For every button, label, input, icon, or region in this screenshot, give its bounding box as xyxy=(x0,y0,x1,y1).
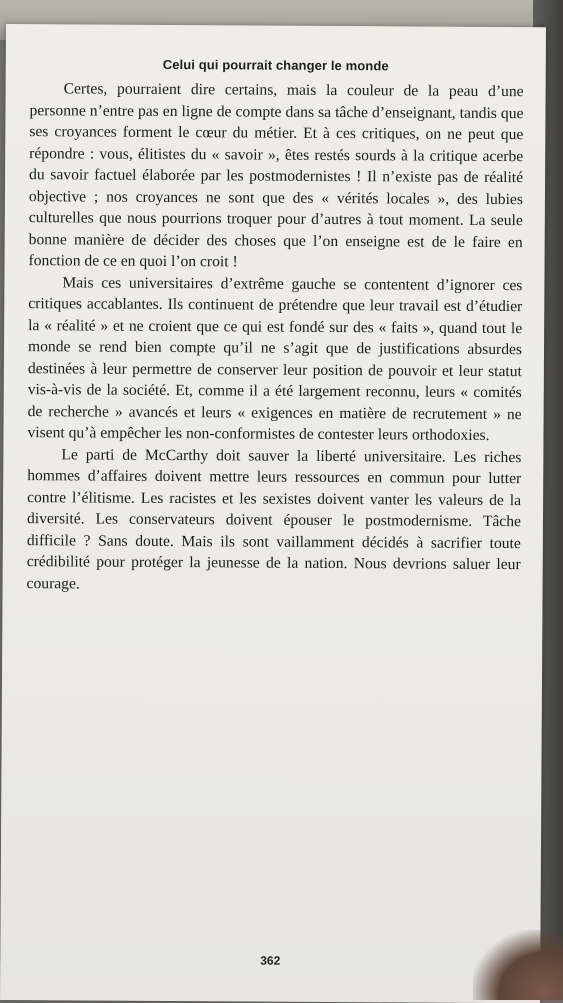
body-text xyxy=(27,78,524,597)
thumb xyxy=(473,930,563,1000)
paragraph: Mais ces universitaires d’extrême gauche se contentent d’ignorer ces critiques accablantes. Ils continuent de prétendre que leur travail est d’étudier la « réalité » et ne croient que ce qui est fondé sur des « faits », quand tout le monde se rend bien compte qu’il ne s’agit que de justifications absurdes destinées à leur permettre de conserver leur position de pouvoir et leur statut vis-à-vis de la société. Et, comme il a été largement reconnu, leurs « comités de recherche » avancés et leurs « exigences en matière de recrutement » ne visent qu’à empêcher les non-conformistes de contester leurs orthodoxies. xyxy=(27,273,523,444)
running-head: Celui qui pourrait changer le monde xyxy=(162,56,389,74)
book-page xyxy=(0,24,546,1003)
paragraph: Le parti de McCarthy doit sauver la liberté universitaire. Les riches hommes d’affaires doivent mettre leurs ressources en commun pour lutter contre l’élitisme. Les racistes et les sexistes doivent vanter les valeurs de la diversité. Les conservateurs doivent épouser le postmodernisme. Tâche difficile ? Sans doute. Mais ils sont vaillamment décidés à sacrifier toute crédibilité pour protéger la jeunesse de la nation. Nous devrions saluer leur courage. xyxy=(26,445,522,592)
paragraph: Certes, pourraient dire certains, mais la couleur de la peau d’une personne n’entre pas en ligne de compte dans sa tâche d’enseignant, tandis que ses croyances forment le cœur du métier. Et à ces critiques, on ne peut que répondre : vous, élitistes du « savoir », êtes restés sourds à la critique acerbe du savoir factuel élaborée par les postmodernistes ! Il n’existe pas de réalité objective ; nos croyances ne sont que des « vérités locales », des lubies culturelles que nous pourrions troquer pour d’autres à tout moment. La seule bonne manière de décider des choses que l’on enseigne est de le faire en fonction de ce en quoi l’on croit ! xyxy=(28,80,524,271)
page-number: 362 xyxy=(260,953,281,968)
